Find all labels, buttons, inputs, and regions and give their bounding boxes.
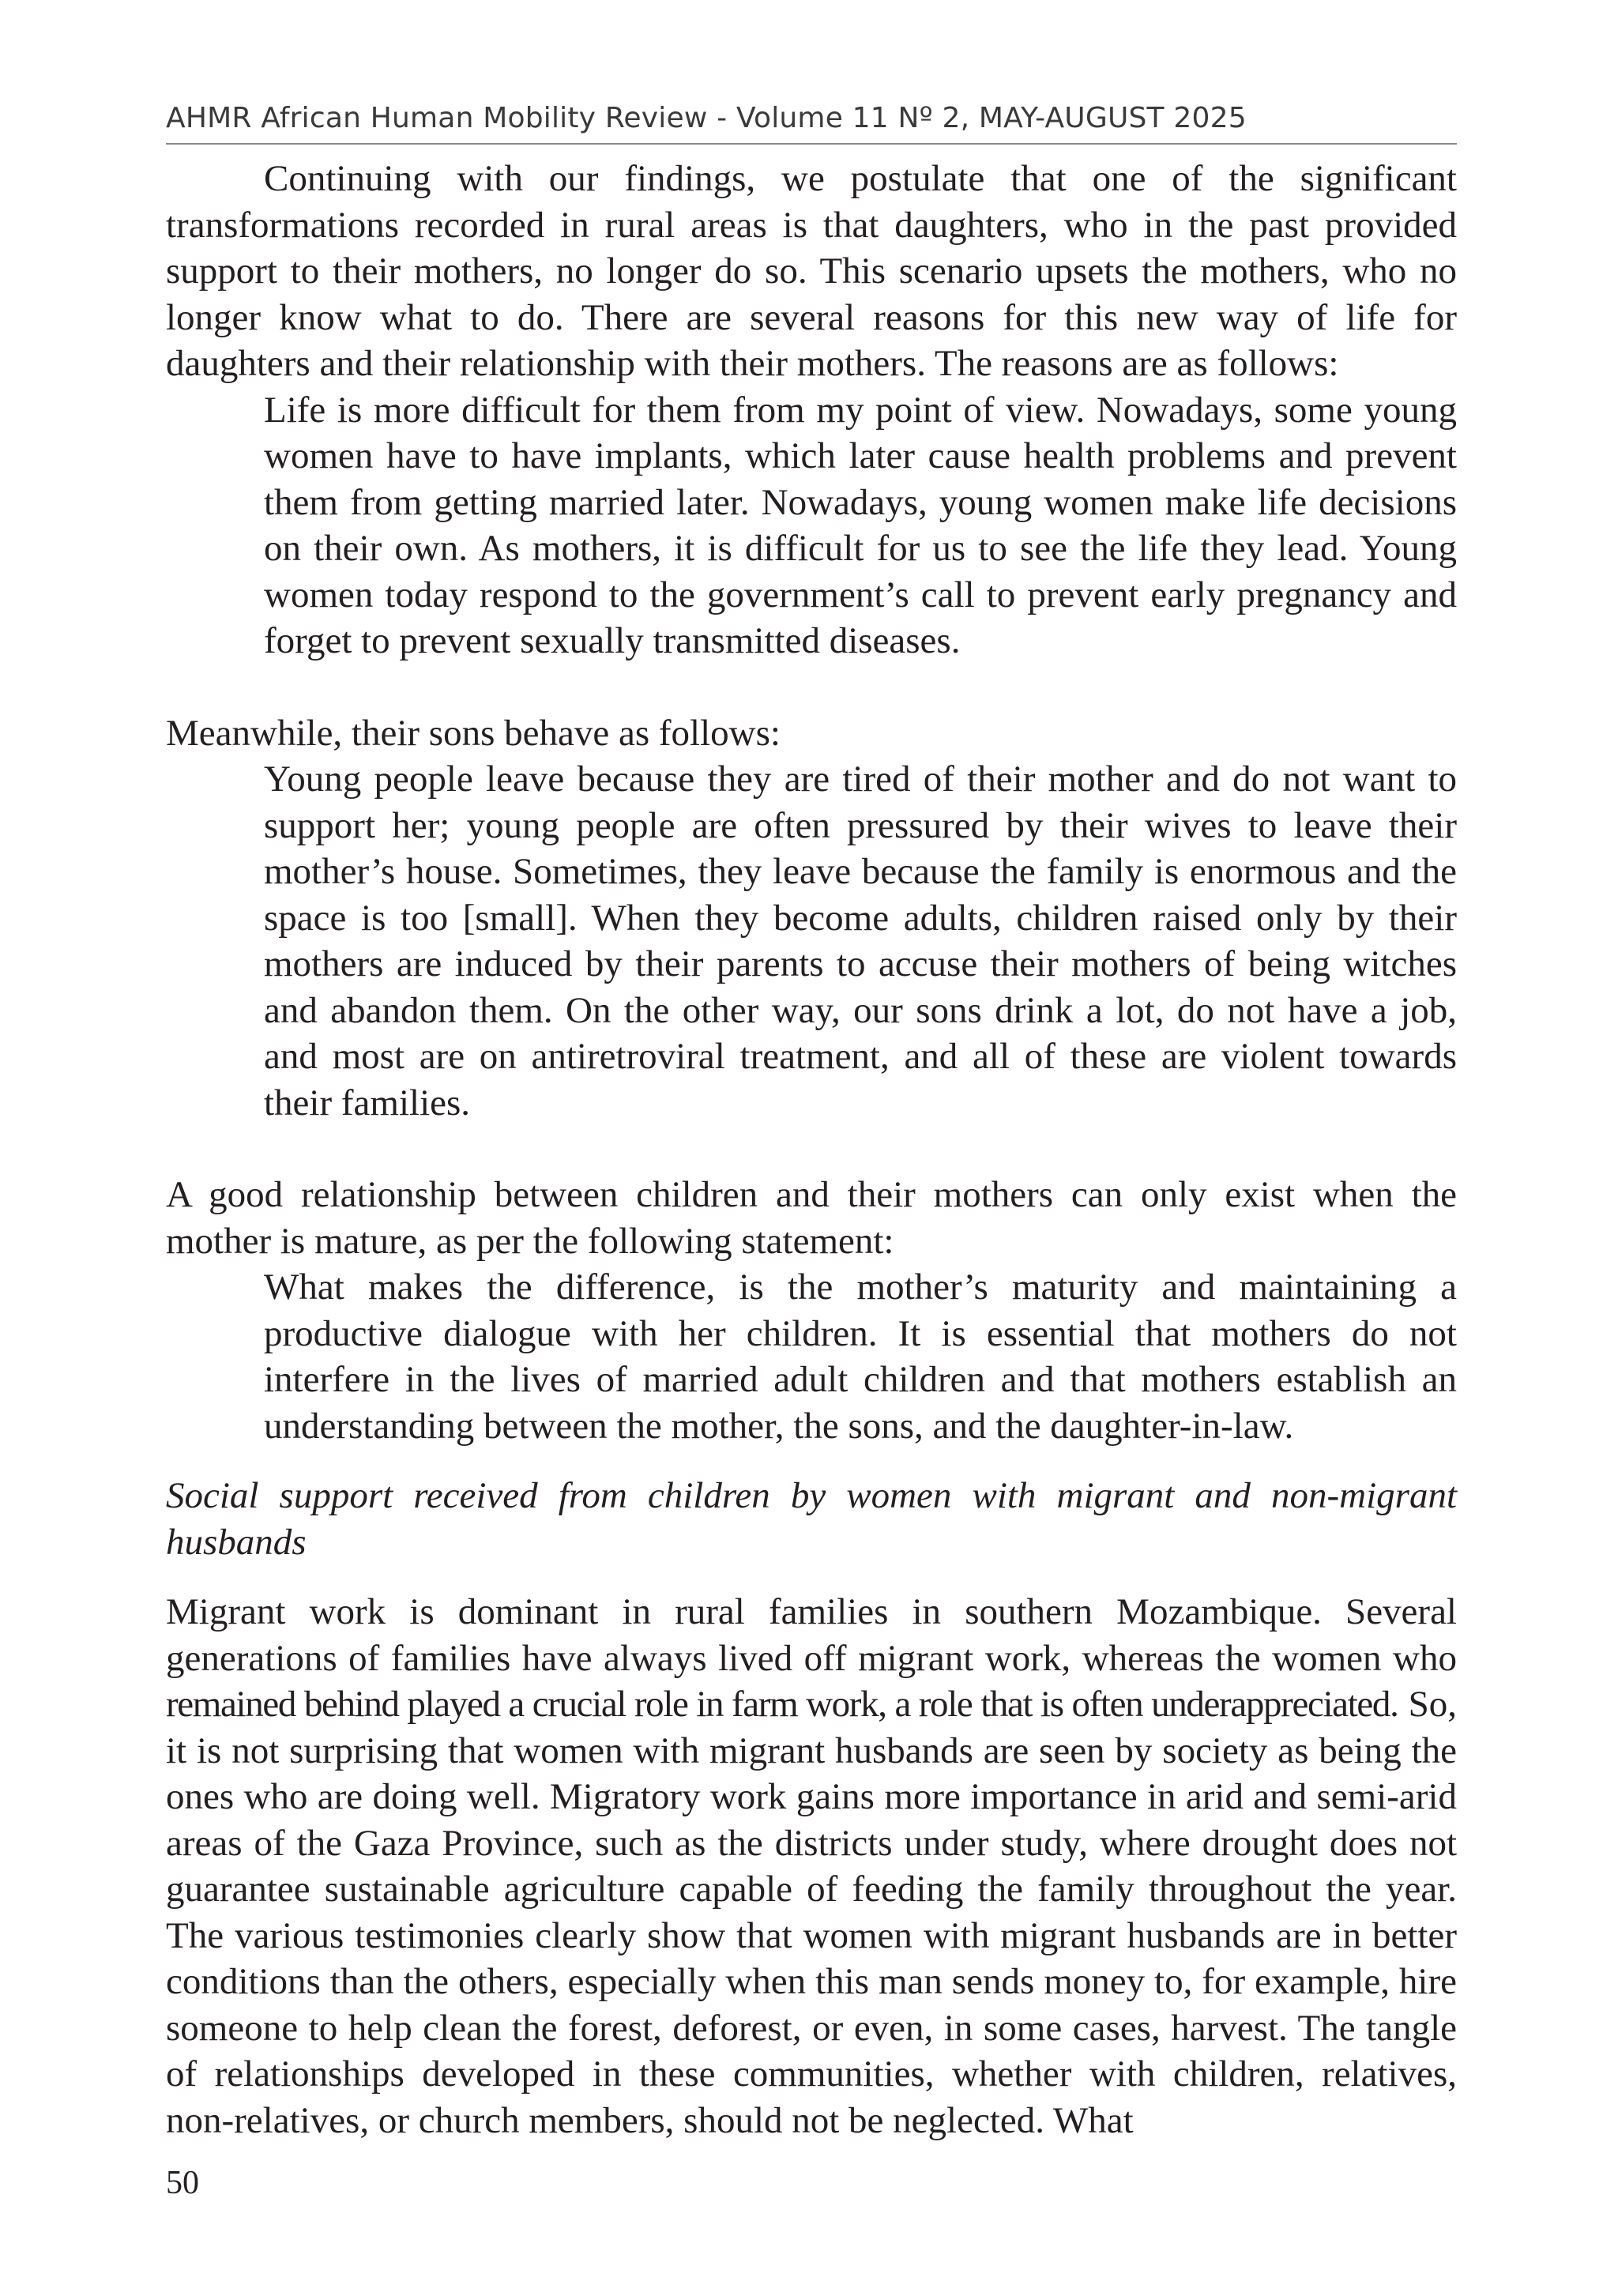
- article-body: [166, 156, 1457, 2144]
- block-quote: Young people leave because they are tired of their mother and do not want to support her; young people are often pressured by their wives to leave their mother’s house. Sometimes, they leave because the family is enormous and the space is too [small]. When they become adults, children raised only by their mothers are induced by their parents to accuse their mothers of being witches and abandon them. On the other way, our sons drink a lot, do not have a job, and most are on antiretroviral treatment, and all of these are violent towards their families.: [264, 758, 1457, 1124]
- running-header: AHMR African Human Mobility Review - Volume 11 Nº 2, MAY-AUGUST 2025: [166, 102, 1247, 134]
- block-quote: What makes the difference, is the mother’s maturity and maintaining a productive dialogue with her children. It is essential that mothers do not interfere in the lives of married adult children and that mothers establish an understanding between the mother, the sons, and the daughter-in-law.: [264, 1267, 1457, 1447]
- block-quote: Life is more difficult for them from my point of view. Nowadays, some young women have to have implants, which later cause health problems and prevent them from getting married later. Nowadays, young women make life decisions on their own. As mothers, it is difficult for us to see the life they lead. Young women today respond to the government’s call to prevent early pregnancy and forget to prevent sexually transmitted diseases.: [264, 389, 1457, 661]
- header-rule: [166, 143, 1457, 145]
- page-number: 50: [166, 2165, 199, 2201]
- body-paragraph: A good relationship between children and their mothers can only exist when the mother is mature, as per the following statement:: [166, 1174, 1457, 1262]
- body-paragraph: [166, 1589, 1457, 2144]
- section-heading: Social support received from children by women with migrant and non-migrant husbands: [166, 1475, 1457, 1563]
- body-paragraph: Continuing with our findings, we postulate that one of the significant transformations recorded in rural areas is that daughters, who in the past provided support to their mothers, no longer do so. This scenario upsets the mothers, who no longer know what to do. There are several reasons for this new way of life for daughters and their relationship with their mothers. The reasons are as follows:: [166, 158, 1457, 384]
- paragraph-text: Migrant work is dominant in rural families in southern Mozambique. Several generations of families have always lived off migrant work, whereas the women who: [166, 1591, 1457, 1679]
- paragraph-text: remained behind played a crucial role in farm work, a role that is often underappreciated.: [166, 1684, 1398, 1725]
- body-paragraph: Meanwhile, their sons behave as follows:: [166, 712, 781, 754]
- paragraph-text: So, it is not surprising that women with migrant husbands are seen by society as being the ones who are doing well. Migratory work gains more importance in arid and semi-arid areas of the Gaza Province, such as the districts under study, where drought does not guarantee sustainable agriculture capable of feeding the family throughout the year. The various testimonies clearly show that women with migrant husbands are in better conditions than the others, especially when this man sends money to, for example, hire someone to help clean the forest, deforest, or even, in some cases, harvest. The tangle of relationships developed in these communities, whether with children, relatives, non-relatives, or church members, should not be neglected. What: [166, 1684, 1457, 2141]
